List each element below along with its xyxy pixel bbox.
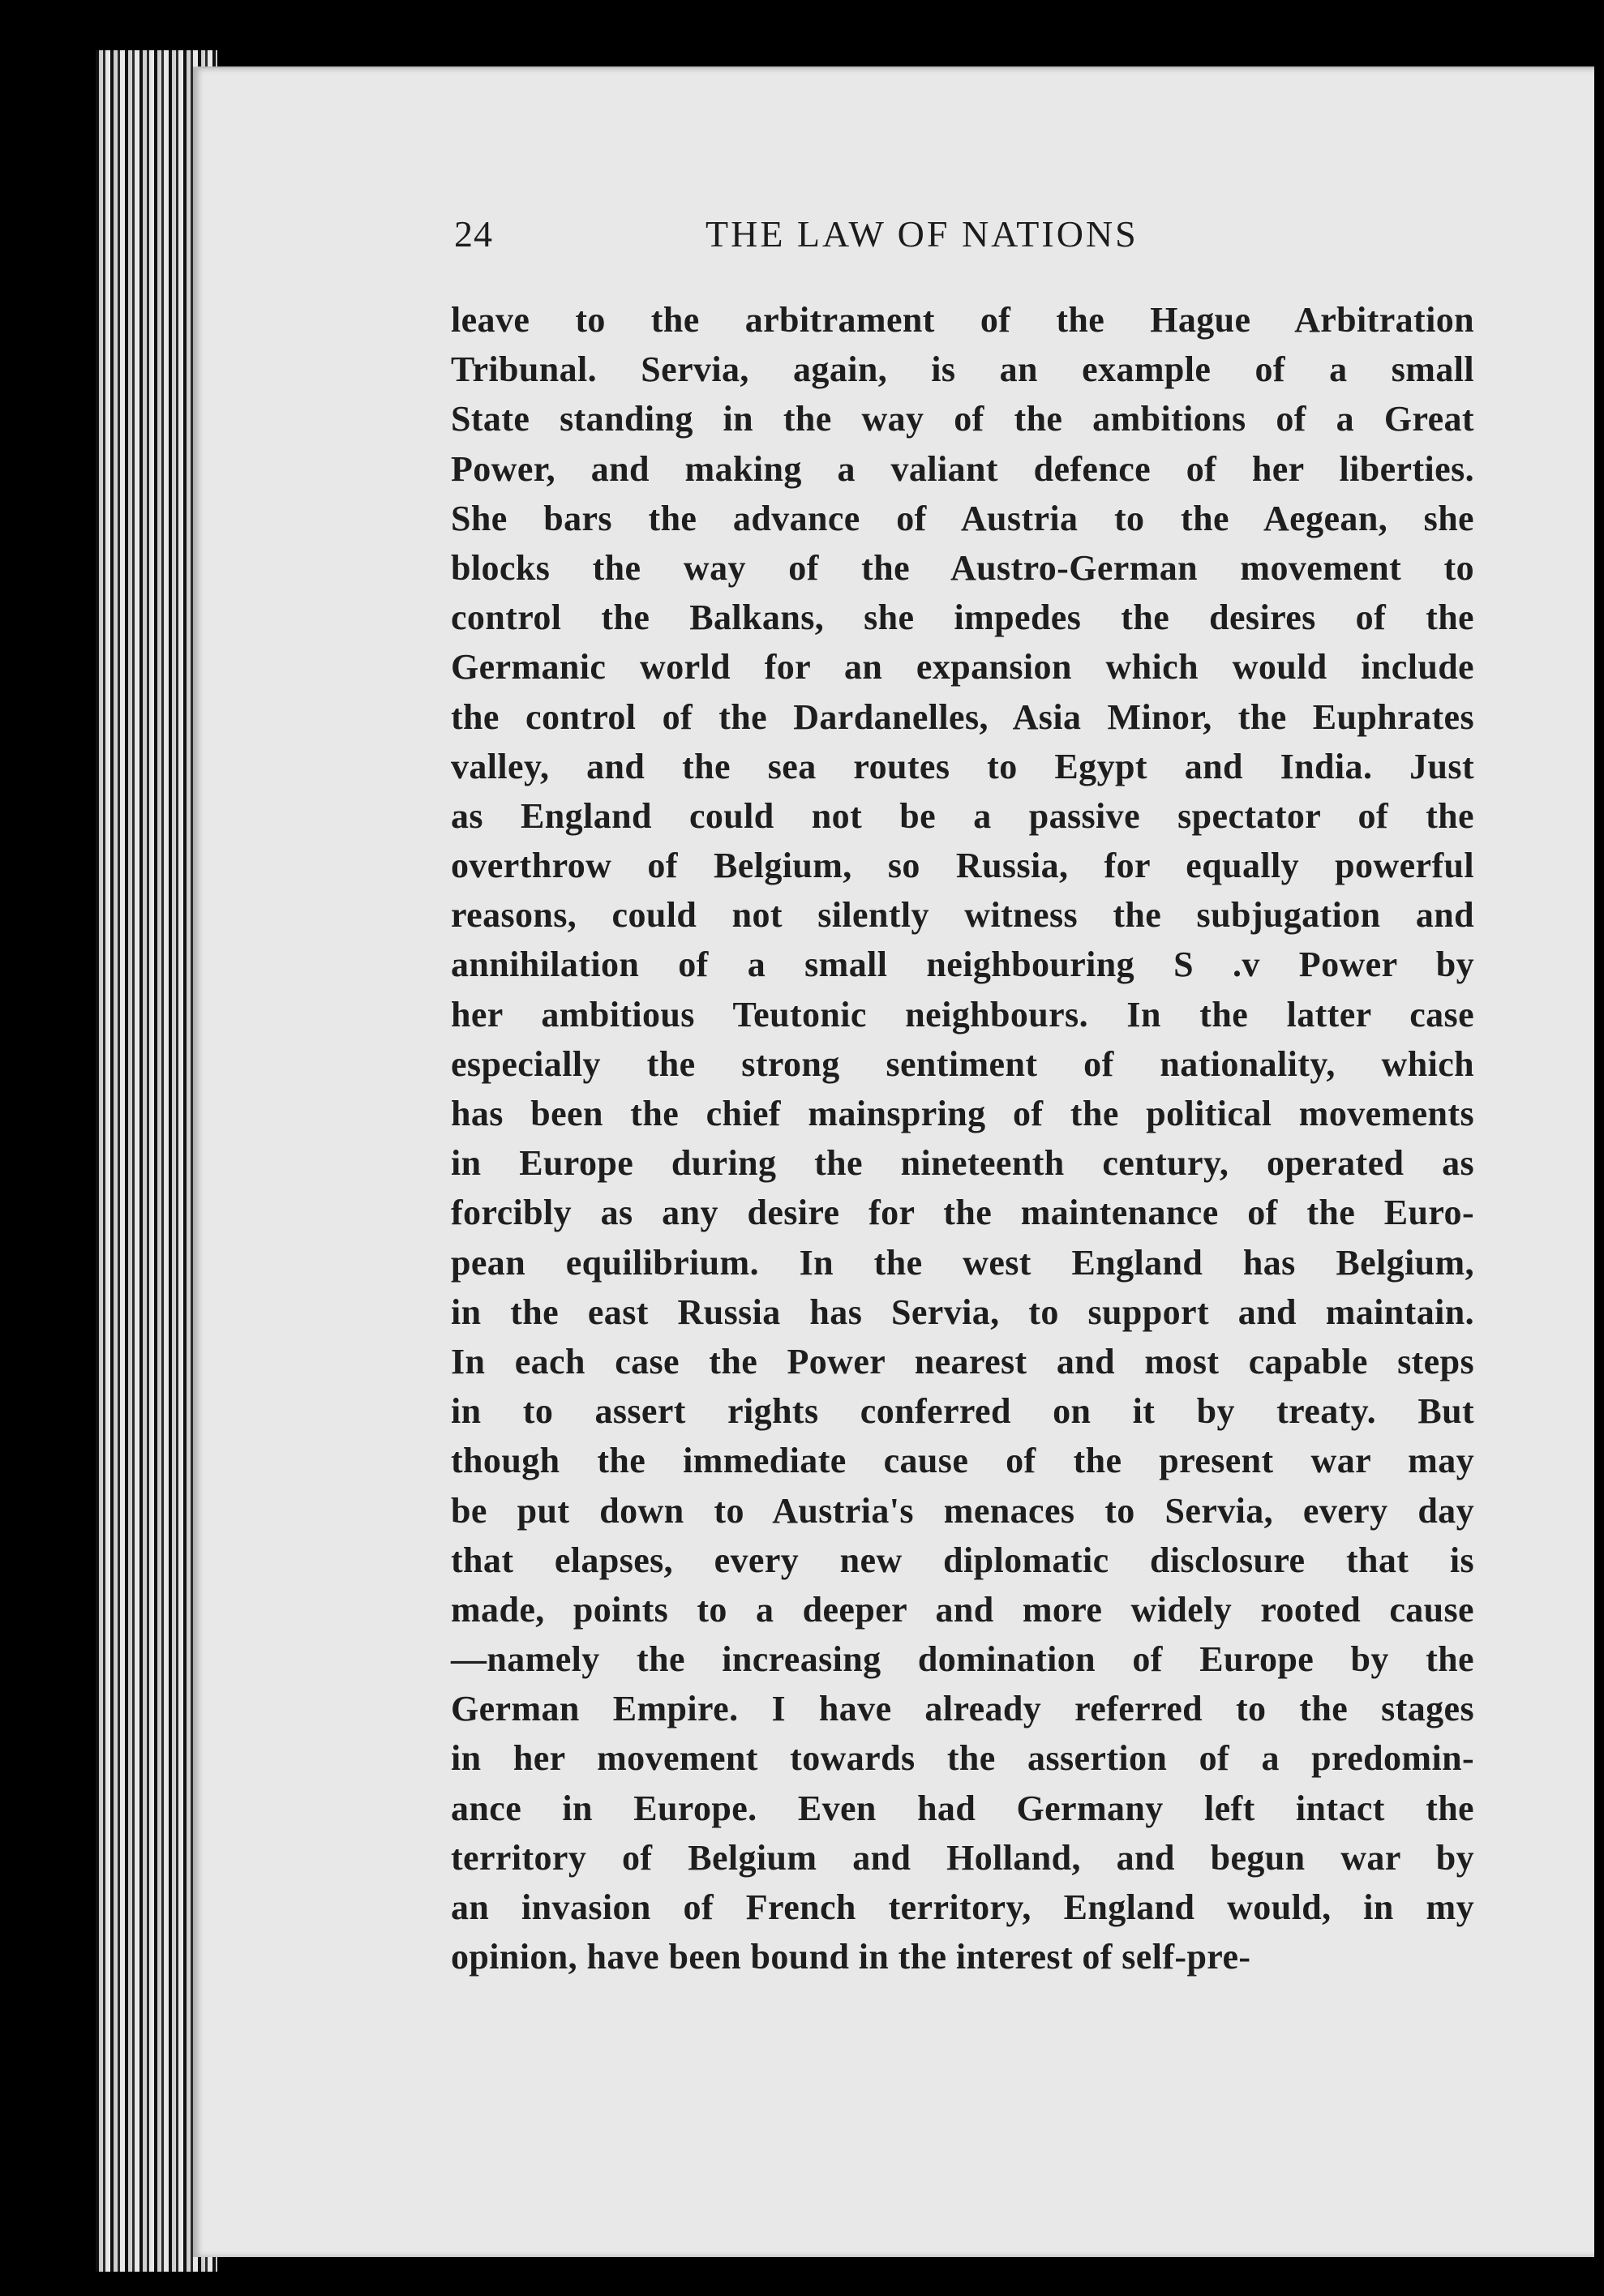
text-line: reasons, could not silently witness the subjugation and (451, 895, 1474, 936)
text-line: opinion, have been bound in the interest of self-pre- (451, 1937, 1251, 1977)
page-number: 24 (454, 213, 493, 255)
text-line: German Empire. I have already referred to the stages (451, 1689, 1474, 1729)
text-line: in to assert rights conferred on it by treaty. But (451, 1391, 1474, 1432)
text-line: She bars the advance of Austria to the Aegean, she (451, 498, 1474, 538)
text-line: leave to the arbitrament of the Hague Arbitration (451, 300, 1474, 340)
text-line: In each case the Power nearest and most capable steps (451, 1341, 1474, 1381)
text-line: Tribunal. Servia, again, is an example of a small (451, 349, 1474, 390)
text-line: her ambitious Teutonic neighbours. In the latter case (451, 994, 1474, 1034)
page-header (454, 212, 1525, 269)
body-text (451, 295, 1474, 1981)
text-line: Power, and making a valiant defence of her liberties. (451, 448, 1474, 489)
text-line: State standing in the way of the ambitions of a Great (451, 399, 1474, 439)
running-title: THE LAW OF NATIONS (706, 213, 1139, 255)
text-line: ance in Europe. Even had Germany left intact the (451, 1788, 1474, 1828)
text-line: —namely the increasing domination of Europe by the (451, 1639, 1474, 1680)
text-line: in her movement towards the assertion of a predomin- (451, 1738, 1474, 1779)
text-line: in the east Russia has Servia, to support and maintain. (451, 1292, 1474, 1332)
text-line: blocks the way of the Austro-German movement to (451, 547, 1474, 588)
text-line: be put down to Austria's menaces to Servia, every day (451, 1490, 1474, 1531)
text-line: an invasion of French territory, England would, in my (451, 1887, 1474, 1927)
text-line: made, points to a deeper and more widely rooted cause (451, 1589, 1474, 1630)
text-line: especially the strong sentiment of nationality, which (451, 1043, 1474, 1084)
text-line: Germanic world for an expansion which would include (451, 647, 1474, 688)
text-line: in Europe during the nineteenth century, operated as (451, 1143, 1474, 1184)
text-line: annihilation of a small neighbouring S .v Power by (451, 945, 1474, 985)
text-line: control the Balkans, she impedes the desires of the (451, 598, 1474, 638)
text-line: that elapses, every new diplomatic disclosure that is (451, 1540, 1474, 1580)
text-line: has been the chief mainspring of the political movements (451, 1094, 1474, 1133)
text-line: pean equilibrium. In the west England has Belgium, (451, 1242, 1474, 1283)
text-line: overthrow of Belgium, so Russia, for equally powerful (451, 846, 1474, 886)
text-line: though the immediate cause of the present war may (451, 1441, 1474, 1481)
text-line: forcibly as any desire for the maintenance of the Euro- (451, 1193, 1474, 1233)
text-line: territory of Belgium and Holland, and begun war by (451, 1837, 1474, 1878)
text-line: the control of the Dardanelles, Asia Minor, the Euphrates (451, 696, 1474, 737)
text-line: valley, and the sea routes to Egypt and India. Just (451, 746, 1474, 786)
text-line: as England could not be a passive spectator of the (451, 795, 1474, 836)
